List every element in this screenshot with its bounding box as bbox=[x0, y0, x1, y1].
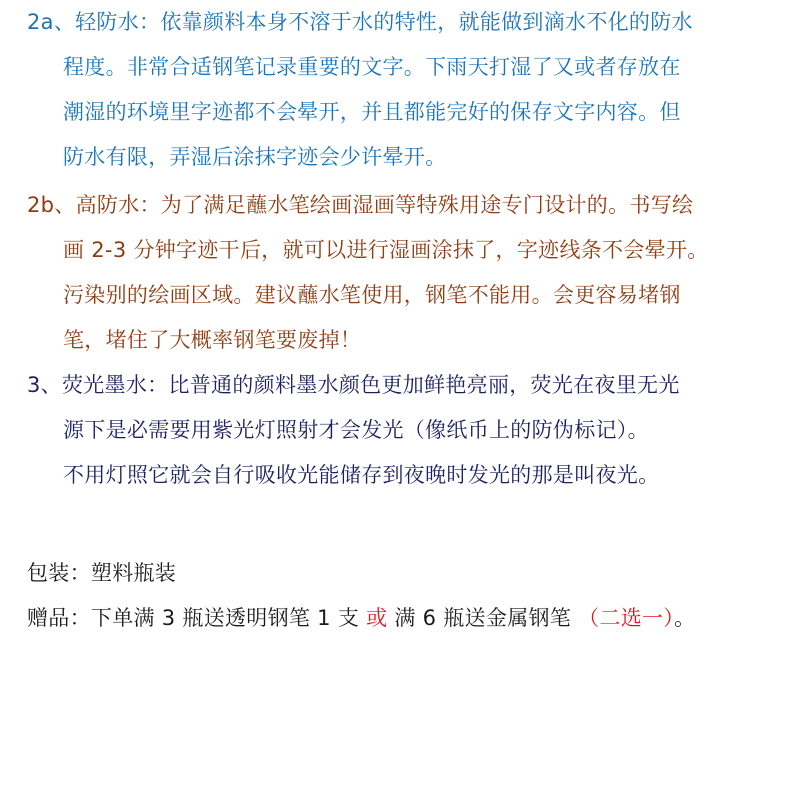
gift-choice-note: （二选一） bbox=[578, 606, 675, 630]
gift-text: 赠品：下单满 3 瓶送透明钢笔 1 支 bbox=[27, 606, 367, 630]
gift-end: 。 bbox=[674, 606, 696, 630]
text-line: 2a、轻防水：依靠颜料本身不溶于水的特性，就能做到滴水不化的防水 bbox=[27, 10, 693, 34]
text-line: 不用灯照它就会自行吸收光能储存到夜晚时发光的那是叫夜光。 bbox=[63, 463, 660, 487]
gift-text: 满 6 瓶送金属钢笔 bbox=[387, 606, 579, 630]
text-line: 污染别的绘画区域。建议蘸水笔使用，钢笔不能用。会更容易堵钢 bbox=[63, 283, 681, 307]
text-line: 防水有限，弄湿后涂抹字迹会少许晕开。 bbox=[63, 145, 447, 169]
text-line: 程度。非常合适钢笔记录重要的文字。下雨天打湿了又或者存放在 bbox=[63, 55, 681, 79]
packaging-info: 包装：塑料瓶装 bbox=[27, 561, 177, 585]
text-line: 潮湿的环境里字迹都不会晕开，并且都能完好的保存文字内容。但 bbox=[63, 100, 681, 124]
text-line: 2b、高防水：为了满足蘸水笔绘画湿画等特殊用途专门设计的。书写绘 bbox=[27, 193, 694, 217]
gift-info bbox=[27, 603, 695, 633]
gift-or: 或 bbox=[366, 606, 388, 630]
text-line: 源下是必需要用紫光灯照射才会发光（像纸币上的防伪标记）。 bbox=[63, 418, 649, 442]
text-line: 画 2-3 分钟字迹干后，就可以进行湿画涂抹了，字迹线条不会晕开。 bbox=[63, 238, 709, 262]
text-line: 笔，堵住了大概率钢笔要废掉！ bbox=[63, 328, 362, 352]
text-line: 3、荧光墨水：比普通的颜料墨水颜色更加鲜艳亮丽，荧光在夜里无光 bbox=[27, 373, 680, 397]
